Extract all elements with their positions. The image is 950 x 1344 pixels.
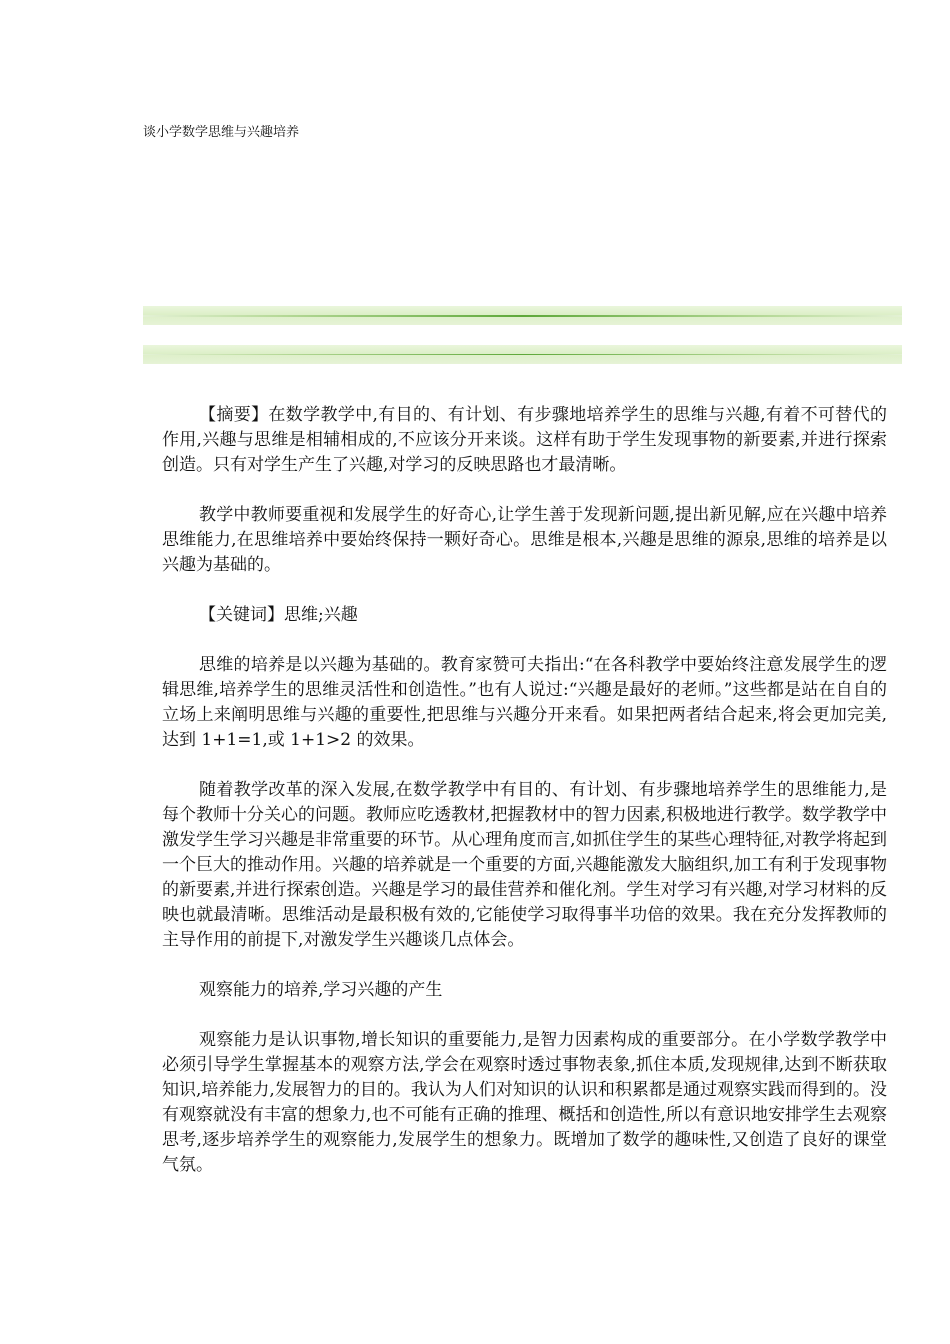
body-paragraph: 思维的培养是以兴趣为基础的。教育家赞可夫指出:“在各科教学中要始终注意发展学生的逻辑思维,培养学生的思维灵活性和创造性。”也有人说过:“兴趣是最好的老师。”这些都是站在自自的立场上来阐明思维与兴趣的重要性,把思维与兴趣分开来看。如果把两者结合起来,将会更加完美,达到 1+1=1,或 1+1>2 的效果。 bbox=[162, 655, 887, 750]
body-paragraph: 随着教学改革的深入发展,在数学教学中有目的、有计划、有步骤地培养学生的思维能力,是每个教师十分关心的问题。教师应吃透教材,把握教材中的智力因素,积极地进行教学。数学教学中激发学生学习兴趣是非常重要的环节。从心理角度而言,如抓住学生的某些心理特征,对教学将起到一个巨大的推动作用。兴趣的培养就是一个重要的方面,兴趣能激发大脑组织,加工有利于发现事物的新要素,并进行探索创造。兴趣是学习的最佳营养和催化剂。学生对学习有兴趣,对学习材料的反映也就最清晰。思维活动是最积极有效的,它能使学习取得事半功倍的效果。我在充分发挥教师的主导作用的前提下,对激发学生兴趣谈几点体会。 bbox=[162, 780, 887, 950]
body-paragraph: 教学中教师要重视和发展学生的好奇心,让学生善于发现新问题,提出新见解,应在兴趣中培养思维能力,在思维培养中要始终保持一颗好奇心。思维是根本,兴趣是思维的源泉,思维的培养是以兴趣为基础的。 bbox=[162, 505, 887, 575]
body-paragraph: 观察能力是认识事物,增长知识的重要能力,是智力因素构成的重要部分。在小学数学教学中必须引导学生掌握基本的观察方法,学会在观察时透过事物表象,抓住本质,发现规律,达到不断获取知识,培养能力,发展智力的目的。我认为人们对知识的认识和积累都是通过观察实践而得到的。没有观察就没有丰富的想象力,也不可能有正确的推理、概括和创造性,所以有意识地安排学生去观察思考,逐步培养学生的观察能力,发展学生的想象力。既增加了数学的趣味性,又创造了良好的课堂气氛。 bbox=[162, 1030, 887, 1175]
decorative-banner-bottom bbox=[143, 345, 902, 364]
banner-divider-line bbox=[143, 354, 902, 355]
section-heading: 观察能力的培养,学习兴趣的产生 bbox=[199, 980, 443, 1000]
article-body bbox=[162, 403, 887, 1203]
keywords-line: 【关键词】思维;兴趣 bbox=[199, 605, 358, 625]
abstract-paragraph: 【摘要】在数学教学中,有目的、有计划、有步骤地培养学生的思维与兴趣,有着不可替代的作用,兴趣与思维是相辅相成的,不应该分开来谈。这样有助于学生发现事物的新要素,并进行探索创造。只有对学生产生了兴趣,对学习的反映思路也才最清晰。 bbox=[162, 405, 887, 475]
decorative-banner-top bbox=[143, 306, 902, 325]
banner-divider-line bbox=[143, 315, 902, 317]
document-title: 谈小学数学思维与兴趣培养 bbox=[143, 125, 300, 140]
